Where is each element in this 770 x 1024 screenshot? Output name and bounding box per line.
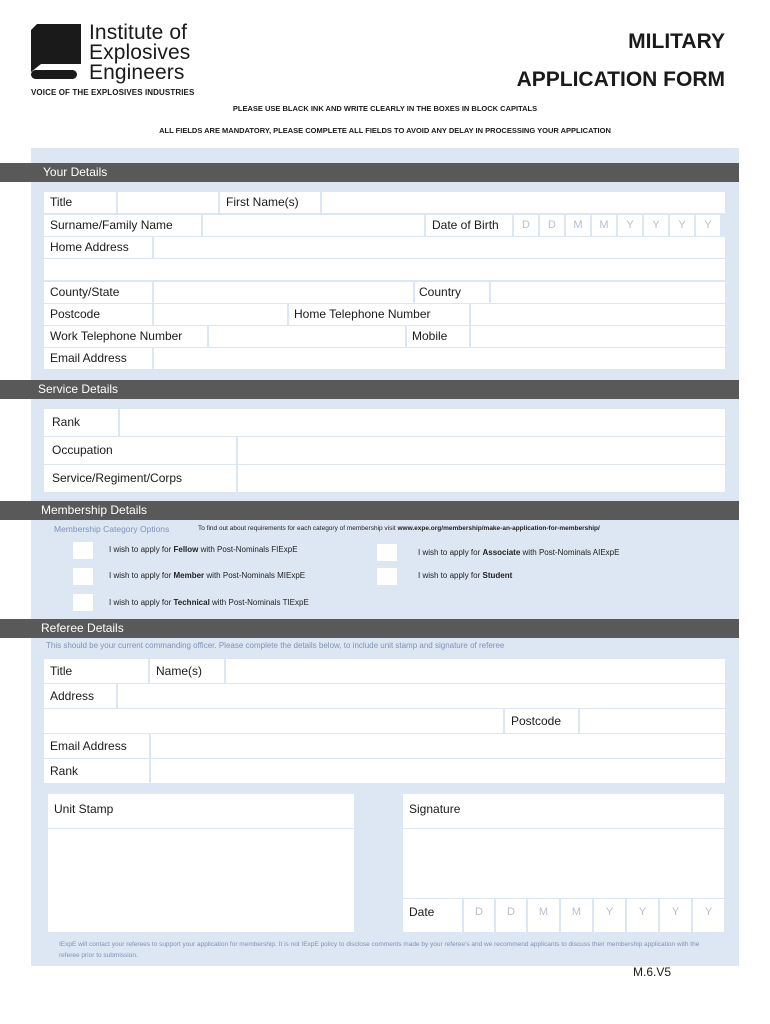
student-checkbox[interactable] [377, 568, 397, 585]
associate-checkbox[interactable] [377, 544, 397, 561]
referee-date-day-2[interactable]: D [496, 899, 526, 932]
fellow-option-label: I wish to apply for Fellow with Post-Nominals FIExpE [109, 545, 298, 554]
regiment-field[interactable] [238, 465, 725, 492]
occupation-label: Occupation [44, 437, 236, 464]
first-names-label: First Name(s) [220, 192, 320, 213]
first-names-field[interactable] [322, 192, 725, 213]
row-county-country [44, 282, 725, 303]
technical-checkbox[interactable] [73, 594, 93, 611]
dob-label: Date of Birth [426, 215, 512, 236]
rank-field[interactable] [120, 409, 725, 436]
referee-address-field[interactable] [118, 684, 725, 708]
row-referee-title-names [44, 659, 725, 683]
title-label: Title [44, 192, 116, 213]
title-field[interactable] [118, 192, 218, 213]
referee-postcode-label: Postcode [505, 709, 578, 733]
instruction-ink: PLEASE USE BLACK INK AND WRITE CLEARLY IN THE BOXES IN BLOCK CAPITALS [232, 104, 538, 113]
row-worktel-mobile [44, 326, 725, 347]
section-service-details: Service Details [0, 380, 739, 399]
unit-stamp-label: Unit Stamp [48, 794, 354, 828]
referee-date-year-2[interactable]: Y [627, 899, 658, 932]
signature-label: Signature [403, 794, 724, 828]
row-rank [44, 409, 725, 436]
row-referee-email [44, 734, 725, 758]
home-address-label: Home Address [44, 237, 152, 258]
instruction-mandatory: ALL FIELDS ARE MANDATORY, PLEASE COMPLETE ALL FIELDS TO AVOID ANY DELAY IN PROCESSING YOUR APPLICATION [159, 126, 611, 135]
country-field[interactable] [491, 282, 725, 303]
institute-logo-icon [31, 24, 81, 80]
dob-year-3[interactable]: Y [670, 215, 694, 236]
row-referee-rank [44, 759, 725, 783]
home-tel-field[interactable] [471, 304, 725, 325]
signature-area[interactable] [403, 829, 724, 898]
row-referee-postcode [44, 709, 725, 733]
rank-label: Rank [44, 409, 118, 436]
membership-url-link[interactable]: www.expe.org/membership/make-an-application-for-membership/ [397, 525, 600, 532]
unit-stamp-area[interactable] [48, 829, 354, 932]
country-label: Country [415, 282, 489, 303]
student-option-label: I wish to apply for Student [418, 571, 513, 580]
work-tel-field[interactable] [209, 326, 405, 347]
referee-rank-label: Rank [44, 759, 149, 783]
regiment-label: Service/Regiment/Corps [44, 465, 236, 492]
org-name-line3: Engineers [89, 61, 185, 84]
row-home-address [44, 237, 725, 258]
fellow-checkbox[interactable] [73, 542, 93, 559]
section-membership-details: Membership Details [0, 501, 739, 520]
technical-option-label: I wish to apply for Technical with Post-Nominals TIExpE [109, 598, 309, 607]
county-label: County/State [44, 282, 152, 303]
referee-date-year-4[interactable]: Y [693, 899, 724, 932]
membership-category-label: Membership Category Options [54, 524, 170, 534]
postcode-label: Postcode [44, 304, 152, 325]
referee-date-day-1[interactable]: D [464, 899, 494, 932]
org-name-line1: Institute of [89, 21, 188, 44]
dob-month-1[interactable]: M [566, 215, 590, 236]
referee-address-field-2[interactable] [44, 709, 503, 733]
referee-email-field[interactable] [151, 734, 725, 758]
postcode-field[interactable] [154, 304, 287, 325]
referee-email-label: Email Address [44, 734, 149, 758]
footer-disclaimer: IExpE will contact your referees to support your application for membership. It is not IExpE policy to disclose comments made by your referee's and we recommend applicants to discuss their membership application with the referee prior to submission. [59, 941, 700, 959]
referee-note: This should be your current commanding officer. Please complete the details below, to include unit stamp and signature of referee [46, 641, 505, 650]
dob-day-2[interactable]: D [540, 215, 564, 236]
row-title-firstname [44, 192, 725, 213]
row-email [44, 348, 725, 369]
dob-year-2[interactable]: Y [644, 215, 668, 236]
home-tel-label: Home Telephone Number [289, 304, 469, 325]
section-your-details: Your Details [0, 163, 739, 182]
row-home-address-2 [44, 259, 725, 280]
mobile-label: Mobile [407, 326, 469, 347]
member-option-label: I wish to apply for Member with Post-Nominals MIExpE [109, 571, 306, 580]
referee-date-year-1[interactable]: Y [594, 899, 625, 932]
section-referee-details: Referee Details [0, 619, 739, 638]
referee-names-field[interactable] [226, 659, 725, 683]
row-referee-date [403, 899, 724, 932]
row-postcode-hometel [44, 304, 725, 325]
dob-month-2[interactable]: M [592, 215, 616, 236]
referee-date-label: Date [403, 899, 462, 932]
form-title-line1: MILITARY [628, 30, 725, 53]
home-address-field[interactable] [154, 237, 725, 258]
occupation-field[interactable] [238, 437, 725, 464]
referee-address-label: Address [44, 684, 116, 708]
row-regiment [44, 465, 725, 492]
referee-date-month-2[interactable]: M [561, 899, 592, 932]
home-address-field-2[interactable] [44, 259, 725, 280]
row-occupation [44, 437, 725, 464]
dob-year-4[interactable]: Y [696, 215, 720, 236]
row-surname-dob [44, 215, 725, 236]
referee-names-label: Name(s) [150, 659, 224, 683]
email-label: Email Address [44, 348, 152, 369]
mobile-field[interactable] [471, 326, 725, 347]
associate-option-label: I wish to apply for Associate with Post-Nominals AIExpE [418, 548, 620, 557]
county-field[interactable] [154, 282, 413, 303]
surname-field[interactable] [203, 215, 424, 236]
referee-date-month-1[interactable]: M [528, 899, 559, 932]
org-name-line2: Explosives [89, 41, 191, 64]
dob-day-1[interactable]: D [514, 215, 538, 236]
form-version-code: M.6.V5 [633, 965, 672, 979]
surname-label: Surname/Family Name [44, 215, 201, 236]
membership-find-out: To find out about requirements for each category of membership visit www.expe.org/membership/make-an-application-for-membership/ [198, 525, 600, 532]
referee-date-year-3[interactable]: Y [660, 899, 691, 932]
row-referee-address [44, 684, 725, 708]
email-field[interactable] [154, 348, 725, 369]
referee-rank-field[interactable] [151, 759, 725, 783]
org-tagline: VOICE OF THE EXPLOSIVES INDUSTRIES [31, 88, 195, 97]
dob-year-1[interactable]: Y [618, 215, 642, 236]
form-title-line2: APPLICATION FORM [516, 68, 725, 91]
referee-title-label: Title [44, 659, 148, 683]
member-checkbox[interactable] [73, 568, 93, 585]
work-tel-label: Work Telephone Number [44, 326, 207, 347]
referee-postcode-field[interactable] [580, 709, 725, 733]
